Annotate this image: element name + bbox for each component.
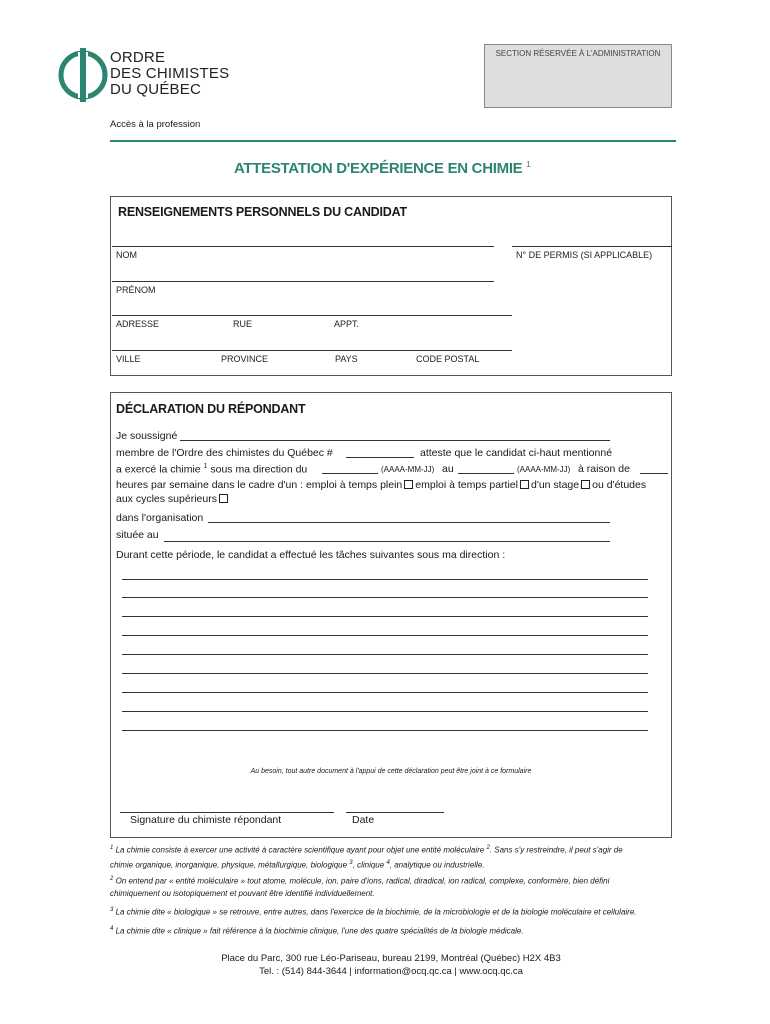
footnote-2-text-a: On entend par « entité moléculaire » tout atome, molécule, ion, paire d'ions, radical, diradical, ion radical, complexe, conformère, bien défini xyxy=(115,876,610,886)
footnote-3-number: 3 xyxy=(110,907,114,913)
footnote-1-ref-2: 2 xyxy=(486,845,490,851)
permis-line[interactable] xyxy=(512,246,672,247)
permis-label: N° DE PERMIS (SI APPLICABLE) xyxy=(516,250,653,260)
full-time-checkbox[interactable] xyxy=(404,480,413,489)
soussigne-line[interactable] xyxy=(180,440,610,441)
footnote-1-ref-4: 4 xyxy=(386,859,390,866)
task-line[interactable] xyxy=(122,579,648,580)
nom-line[interactable] xyxy=(112,246,494,247)
task-line[interactable] xyxy=(122,730,648,731)
signature-line[interactable] xyxy=(120,812,334,813)
header-divider xyxy=(110,140,676,142)
adresse-label: ADRESSE xyxy=(116,319,160,329)
rue-label: RUE xyxy=(233,319,253,329)
date-label: Date xyxy=(352,814,375,826)
personal-heading: RENSEIGNEMENTS PERSONNELS DU CANDIDAT xyxy=(118,205,407,219)
page-title-text: ATTESTATION D'EXPÉRIENCE EN CHIMIE xyxy=(234,160,523,177)
task-line[interactable] xyxy=(122,711,648,712)
footnote-1 xyxy=(110,842,672,871)
admin-section xyxy=(484,44,672,108)
durant-label: Durant cette période, le candidat a effectué les tâches suivantes sous ma direction : xyxy=(116,549,506,561)
cycles-label: aux cycles supérieurs xyxy=(116,493,217,505)
exerce-line xyxy=(116,463,307,476)
stage-label: d'un stage xyxy=(530,479,580,491)
contact-address xyxy=(110,952,672,978)
address-line-1: Place du Parc, 300 rue Léo-Pariseau, bureau 2199, Montréal (Québec) H2X 4B3 xyxy=(221,953,561,964)
signature-label: Signature du chimiste répondant xyxy=(130,814,282,826)
organisation-line[interactable] xyxy=(208,522,610,523)
footnote-1-text-a: La chimie consiste à exercer une activité à caractère scientifique ayant pour objet une entité moléculaire xyxy=(115,845,485,855)
date-from-format: (AAAA-MM-JJ) xyxy=(381,465,435,474)
ville-label: VILLE xyxy=(116,354,141,364)
footnote-2 xyxy=(110,873,672,900)
hours-line[interactable] xyxy=(640,473,668,474)
exerce-footnote-ref: 1 xyxy=(203,463,208,470)
organisation-label: dans l'organisation xyxy=(116,512,204,524)
au-label: au xyxy=(442,463,454,475)
date-line[interactable] xyxy=(346,812,444,813)
graduate-studies-checkbox[interactable] xyxy=(219,494,228,503)
situee-label: située au xyxy=(116,529,159,541)
footnote-3-text: La chimie dite « biologique » se retrouve, entre autres, dans l'exercice de la biochimie, de la microbiologie et de la biologie moléculaire et cellulaire. xyxy=(115,907,637,917)
situee-line[interactable] xyxy=(164,541,610,542)
task-line[interactable] xyxy=(122,635,648,636)
footnote-4-number: 4 xyxy=(110,926,114,932)
org-line-2: DES CHIMISTES xyxy=(110,65,230,82)
exerce-label: a exercé la chimie xyxy=(116,463,201,476)
footnote-1-text-d: , clinique xyxy=(352,860,385,870)
ocq-logo-icon xyxy=(58,46,108,104)
footnote-4 xyxy=(110,923,672,938)
prenom-line[interactable] xyxy=(112,281,494,282)
task-line[interactable] xyxy=(122,692,648,693)
task-line[interactable] xyxy=(122,654,648,655)
task-line[interactable] xyxy=(122,673,648,674)
page-title xyxy=(234,160,530,177)
stage-checkbox[interactable] xyxy=(581,480,590,489)
org-line-3: DU QUÉBEC xyxy=(110,81,201,98)
footnote-1-text-e: , analytique ou industrielle. xyxy=(389,860,485,870)
footnote-1-ref-3: 3 xyxy=(349,859,353,866)
appt-label: APPT. xyxy=(334,319,360,329)
admin-label: SECTION RÉSERVÉE À L'ADMINISTRATION xyxy=(495,49,661,58)
org-name xyxy=(110,50,229,98)
address-line-2: Tel. : (514) 844-3644 | information@ocq.qc.ca | www.ocq.qc.ca xyxy=(259,966,523,977)
page-subtitle: Accès à la profession xyxy=(110,119,201,130)
cycles-line xyxy=(116,493,230,505)
ville-line[interactable] xyxy=(112,350,512,351)
footnote-3 xyxy=(110,904,672,919)
nom-label: NOM xyxy=(116,250,137,260)
task-line[interactable] xyxy=(122,616,648,617)
attachment-note: Au besoin, tout autre document à l'appui de cette déclaration peut être joint à ce formulaire xyxy=(250,768,532,775)
footnote-2-text-b: chimiquement ou isotopiquement et pouvant être identifié individuellement. xyxy=(110,888,375,898)
prenom-label: PRÉNOM xyxy=(116,285,156,295)
footnote-1-number: 1 xyxy=(110,845,114,851)
atteste-label: atteste que le candidat ci-haut mentionné xyxy=(420,447,613,459)
declaration-heading: DÉCLARATION DU RÉPONDANT xyxy=(116,402,306,416)
part-time-label: emploi à temps partiel xyxy=(415,479,518,491)
footnote-1-text-b: . Sans s'y restreindre, il peut s'agir de xyxy=(489,845,623,855)
footnote-2-number: 2 xyxy=(110,876,114,882)
footnote-1-text-c: chimie organique, inorganique, physique, métallurgique, biologique xyxy=(110,860,348,870)
adresse-line[interactable] xyxy=(112,315,512,316)
footnote-4-text: La chimie dite « clinique » fait référence à la biochimie clinique, l'une des quatre spécialités de la biologie médicale. xyxy=(115,926,524,936)
code-postal-label: CODE POSTAL xyxy=(416,354,480,364)
membre-label: membre de l'Ordre des chimistes du Québec # xyxy=(116,447,333,459)
sous-direction-label: sous ma direction du xyxy=(210,463,308,476)
date-from-line[interactable] xyxy=(322,473,378,474)
province-label: PROVINCE xyxy=(221,354,269,364)
etudes-label: ou d'études xyxy=(592,479,647,491)
date-to-format: (AAAA-MM-JJ) xyxy=(517,465,571,474)
membre-number-line[interactable] xyxy=(346,457,414,458)
part-time-checkbox[interactable] xyxy=(520,480,529,489)
task-line[interactable] xyxy=(122,597,648,598)
employment-type-line xyxy=(116,479,646,491)
date-to-line[interactable] xyxy=(458,473,514,474)
pays-label: PAYS xyxy=(335,354,358,364)
personal-info-section xyxy=(110,196,672,376)
org-line-1: ORDRE xyxy=(110,49,166,66)
soussigne-label: Je soussigné xyxy=(116,430,178,442)
heures-label: heures par semaine dans le cadre d'un : emploi à temps plein xyxy=(116,479,403,491)
raison-label: à raison de xyxy=(578,463,630,475)
title-footnote-ref: 1 xyxy=(526,160,531,169)
